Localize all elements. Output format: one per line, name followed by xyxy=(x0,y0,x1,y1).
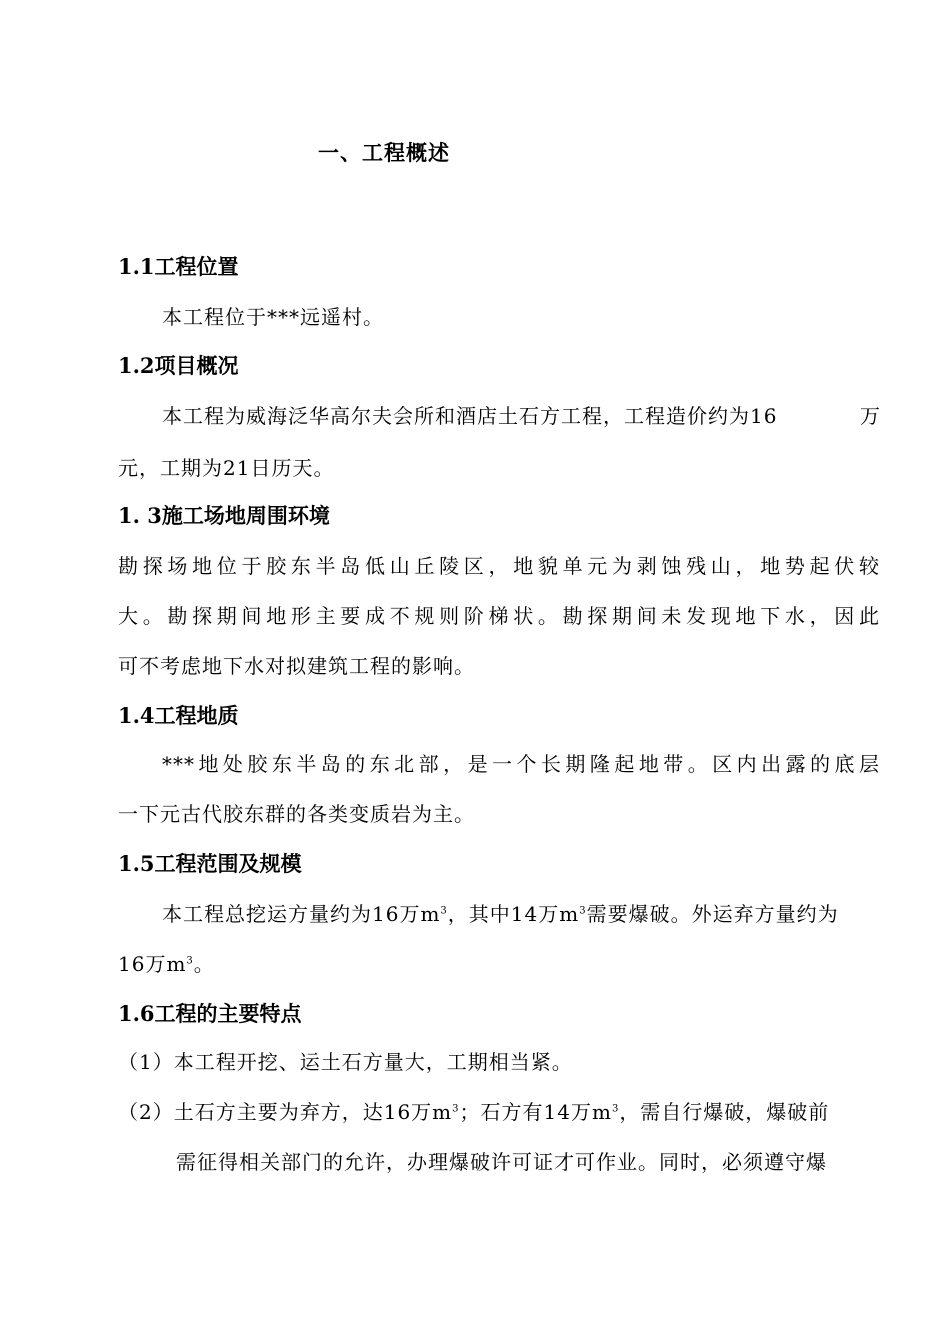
paragraph-line xyxy=(118,550,880,579)
paragraph-line xyxy=(162,748,880,777)
superscript: 3 xyxy=(452,1103,460,1115)
section-heading-1-5: 1.5工程范围及规模 xyxy=(118,851,302,876)
paragraph-line: 万 xyxy=(860,404,881,428)
paragraph-text: ，其中14万m xyxy=(447,902,580,926)
paragraph-line: 需征得相关部门的允许，办理爆破许可证才可作业。同时，必须遵守爆 xyxy=(176,1150,827,1174)
paragraph-text: 勘探场地位于胶东半岛低山丘陵区，地貌单元为剥蚀残山，地势起伏较 xyxy=(118,554,880,578)
superscript: 3 xyxy=(611,1103,620,1115)
paragraph-line xyxy=(162,898,839,927)
paragraph-line: 本工程位于***远遥村。 xyxy=(162,305,384,329)
list-item: （1）本工程开挖、运土石方量大，工期相当紧。 xyxy=(118,1050,573,1074)
paragraph-line xyxy=(118,948,215,977)
paragraph-text: 大。勘探期间地形主要成不规则阶梯状。勘探期间未发现地下水，因此 xyxy=(118,604,880,628)
paragraph-line: 可不考虑地下水对拟建筑工程的影响。 xyxy=(118,654,475,678)
section-heading-1-3: 1. 3施工场地周围环境 xyxy=(118,503,330,528)
paragraph-line: 本工程为威海泛华高尔夫会所和酒店土石方工程，工程造价约为16 xyxy=(162,404,778,428)
paragraph-text: 。 xyxy=(193,952,215,976)
paragraph-line xyxy=(118,600,880,629)
superscript: 3 xyxy=(186,955,194,967)
paragraph-text: （2）土石方主要为弃方，达16万m xyxy=(118,1100,453,1124)
section-heading-1-1: 1.1工程位置 xyxy=(118,254,239,279)
paragraph-text: ，需自行爆破，爆破前 xyxy=(619,1100,830,1124)
superscript: 3 xyxy=(440,905,448,917)
paragraph-line: 一下元古代胶东群的各类变质岩为主。 xyxy=(118,802,475,826)
section-heading-1-4: 1.4工程地质 xyxy=(118,703,239,728)
paragraph-text: ***地处胶东半岛的东北部，是一个长期隆起地带。区内出露的底层 xyxy=(162,752,880,776)
list-item xyxy=(118,1096,829,1125)
paragraph-text: 本工程总挖运方量约为16万m xyxy=(162,902,441,926)
paragraph-text: ；石方有14万m xyxy=(459,1100,612,1124)
section-heading-1-2: 1.2项目概况 xyxy=(118,353,239,378)
paragraph-line: 元，工期为21日历天。 xyxy=(118,456,335,480)
section-heading-1-6: 1.6工程的主要特点 xyxy=(118,1001,302,1026)
paragraph-text: 需要爆破。外运弃方量约为 xyxy=(586,902,839,926)
superscript: 3 xyxy=(579,905,587,917)
paragraph-text: 16万m xyxy=(118,952,187,976)
page-title: 一、工程概述 xyxy=(318,140,450,165)
